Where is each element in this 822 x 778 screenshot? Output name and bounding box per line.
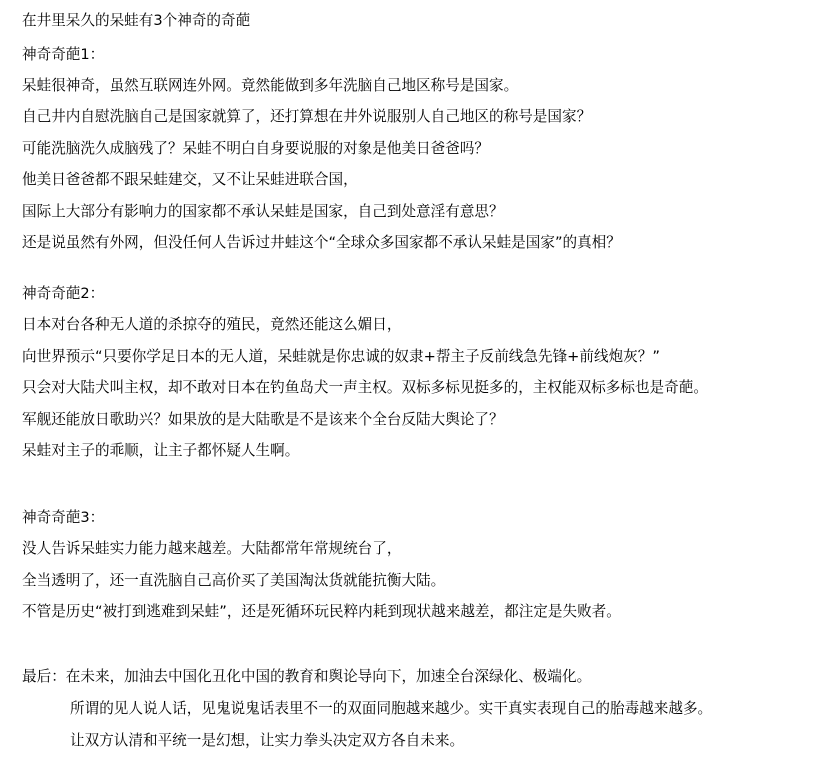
section-2-line: 向世界预示“只要你学足日本的无人道，呆蛙就是你忠诚的奴隶+帮主子反前线急先锋+前线炮灰？” (22, 348, 660, 365)
section-3-line: 不管是历史“被打到逃难到呆蛙”，还是死循环玩民粹内耗到现状越来越差，都注定是失败者。 (22, 603, 621, 620)
section-2-line: 军舰还能放日歌助兴？如果放的是大陆歌是不是该来个全台反陆大舆论了？ (22, 411, 504, 428)
section-1-line: 可能洗脑洗久成脑残了？呆蛙不明白自身要说服的对象是他美日爸爸吗？ (22, 140, 490, 157)
section-3-heading: 神奇奇葩3： (22, 509, 105, 526)
section-1-line: 呆蛙很神奇，虽然互联网连外网。竟然能做到多年洗脑自己地区称号是国家。 (22, 77, 519, 94)
document-title: 在井里呆久的呆蛙有3个神奇的奇葩 (22, 12, 251, 29)
section-1-line: 还是说虽然有外网，但没任何人告诉过井蛙这个“全球众多国家都不承认呆蛙是国家”的真相？ (22, 234, 621, 251)
section-3-line: 没人告诉呆蛙实力能力越来越差。大陆都常年常规统台了， (22, 540, 402, 557)
conclusion-first-line: 最后：在未来，加油去中国化丑化中国的教育和舆论导向下，加速全台深绿化、极端化。 (22, 668, 592, 685)
section-1-line: 国际上大部分有影响力的国家都不承认呆蛙是国家，自己到处意淫有意思？ (22, 203, 504, 220)
section-1-line: 自己井内自慰洗脑自己是国家就算了，还打算想在井外说服别人自己地区的称号是国家？ (22, 108, 592, 125)
section-2-line: 日本对台各种无人道的杀掠夺的殖民，竟然还能这么媚日， (22, 316, 402, 333)
section-2-heading: 神奇奇葩2： (22, 285, 105, 302)
conclusion-line: 所谓的见人说人话，见鬼说鬼话表里不一的双面同胞越来越少。实干真实表现自己的胎毒越来越多。 (70, 700, 713, 717)
section-1-line: 他美日爸爸都不跟呆蛙建交，又不让呆蛙进联合国， (22, 171, 358, 188)
section-2-line: 只会对大陆犬叫主权，却不敢对日本在钓鱼岛犬一声主权。双标多标见挺多的，主权能双标多标也是奇葩。 (22, 379, 708, 396)
conclusion-line: 让双方认清和平统一是幻想，让实力拳头决定双方各自未来。 (70, 732, 465, 749)
section-2-line: 呆蛙对主子的乖顺，让主子都怀疑人生啊。 (22, 442, 300, 459)
section-1-heading: 神奇奇葩1： (22, 46, 105, 63)
section-3-line: 全当透明了，还一直洗脑自己高价买了美国淘汰货就能抗衡大陆。 (22, 572, 446, 589)
